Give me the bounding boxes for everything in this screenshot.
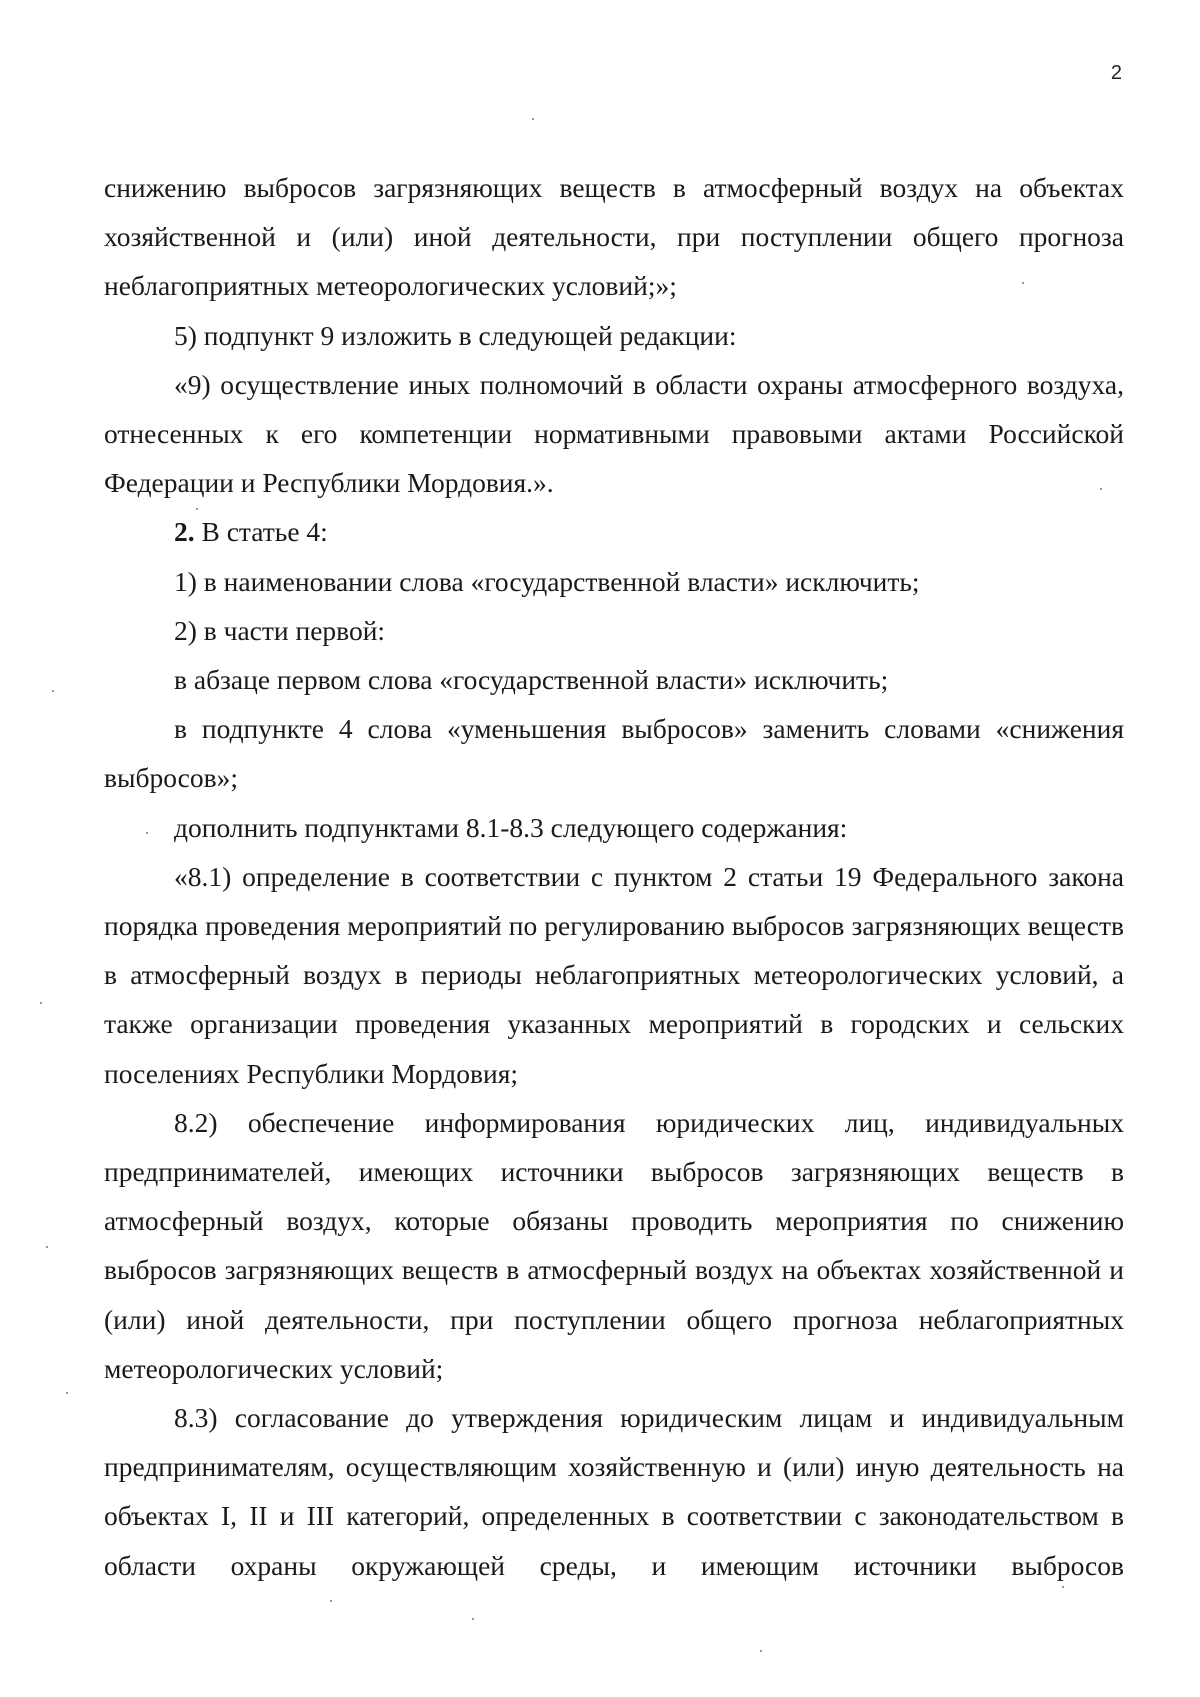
paragraph: 5) подпункт 9 изложить в следующей редакции: (174, 319, 737, 351)
paragraph: дополнить подпунктами 8.1-8.3 следующего содержания: (174, 811, 848, 843)
paragraph-article-heading (104, 507, 1124, 556)
scan-speck (532, 118, 534, 120)
paragraph: 2) в части первой: (174, 614, 386, 646)
paragraph: 1) в наименовании слова «государственной власти» исключить; (174, 565, 920, 597)
scan-speck (52, 690, 54, 692)
scan-speck (196, 508, 198, 510)
paragraph: 8.3) согласование до утверждения юридическим лицам и индивидуальным предпринимателям, осуществляющим хозяйственную и (или) иную деятельность на объектах I, II и III категорий, определенных в соответствии с законодательством в области охраны окружающей среды, и имеющим источники выбросов (104, 1402, 1124, 1581)
scan-speck (760, 1650, 762, 1652)
article-heading-text: В статье 4: (194, 516, 328, 548)
document-body (104, 163, 1124, 1590)
paragraph: в подпункте 4 слова «уменьшения выбросов» заменить словами «снижения выбросов»; (104, 713, 1124, 794)
scan-speck (40, 1002, 42, 1004)
scan-speck (46, 1246, 48, 1248)
article-number: 2. (174, 516, 195, 548)
scan-speck (330, 1600, 332, 1602)
page-number: 2 (1110, 62, 1122, 84)
scan-speck (472, 1618, 474, 1620)
scan-speck (1100, 488, 1102, 490)
paragraph: «8.1) определение в соответствии с пунктом 2 статьи 19 Федерального закона порядка проведения мероприятий по регулированию выбросов загрязняющих веществ в атмосферный воздух в периоды неблагоприятных метеорологических условий, а также организации проведения указанных мероприятий в городских и сельских поселениях Республики Мордовия; (104, 860, 1124, 1089)
scan-speck (1062, 1586, 1064, 1588)
scan-speck (146, 832, 148, 834)
scan-speck (66, 1392, 68, 1394)
paragraph: 8.2) обеспечение информирования юридических лиц, индивидуальных предпринимателей, имеющих источники выбросов загрязняющих веществ в атмосферный воздух, которые обязаны проводить мероприятия по снижению выбросов загрязняющих веществ в атмосферный воздух на объектах хозяйственной и (или) иной деятельности, при поступлении общего прогноза неблагоприятных метеорологических условий; (104, 1106, 1124, 1384)
paragraph: «9) осуществление иных полномочий в области охраны атмосферного воздуха, отнесенных к его компетенции нормативными правовыми актами Российской Федерации и Республики Мордовия.». (104, 368, 1124, 499)
paragraph: в абзаце первом слова «государственной власти» исключить; (174, 664, 889, 696)
scan-speck (1022, 282, 1024, 284)
paragraph: снижению выбросов загрязняющих веществ в атмосферный воздух на объектах хозяйственной и (или) иной деятельности, при поступлении общего прогноза неблагоприятных метеорологических условий;»; (104, 172, 1124, 302)
